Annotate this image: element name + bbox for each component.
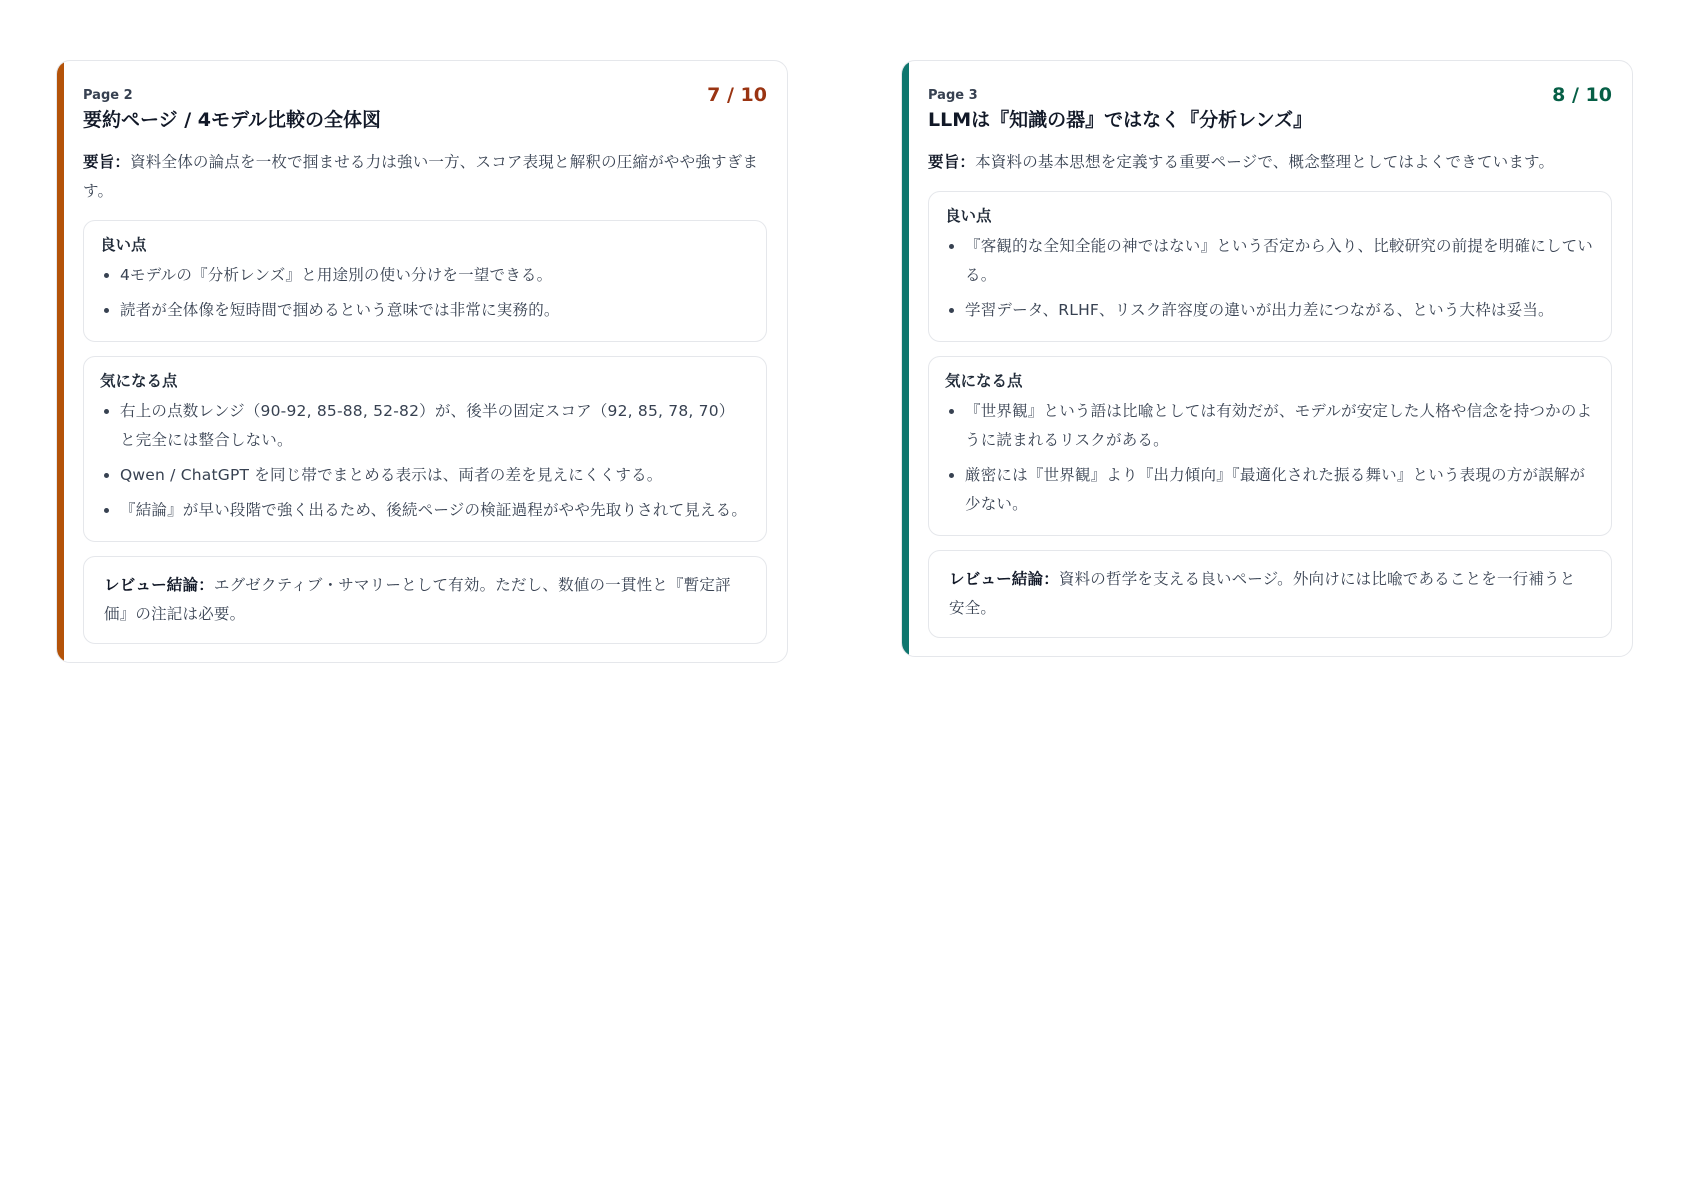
review-card-page-3	[901, 60, 1633, 657]
card-header	[83, 84, 767, 134]
good-points-title: 良い点	[100, 236, 147, 254]
good-points-list	[100, 261, 750, 325]
card-title: 要約ページ / 4モデル比較の全体図	[83, 109, 382, 131]
summary-text: 資料全体の論点を一枚で掴ませる力は強い一方、スコア表現と解釈の圧縮がやや強すぎます。	[83, 153, 759, 200]
list-item: • 厳密には『世界観』より『出力傾向』『最適化された振る舞い』という表現の方が誤解が少ない。	[965, 461, 1595, 519]
verdict-label: レビュー結論：	[949, 570, 1059, 588]
list-item: • 『客観的な全知全能の神ではない』という否定から入り、比較研究の前提を明確にしている。	[965, 232, 1595, 290]
list-item: • 学習データ、RLHF、リスク許容度の違いが出力差につながる、という大枠は妥当。	[965, 296, 1595, 325]
review-card-page-2	[56, 60, 788, 663]
score-badge: 7 / 10	[707, 84, 767, 106]
score-badge: 8 / 10	[1552, 84, 1612, 106]
concerns-title: 気になる点	[100, 372, 178, 390]
good-points-box	[83, 220, 767, 342]
good-points-box	[928, 191, 1612, 342]
list-item: • Qwen / ChatGPT を同じ帯でまとめる表示は、両者の差を見えにくくする。	[120, 461, 750, 490]
card-title: LLMは『知識の器』ではなく『分析レンズ』	[928, 109, 1313, 131]
summary	[928, 148, 1612, 177]
list-item: • 右上の点数レンジ（90-92, 85-88, 52-82）が、後半の固定スコア（92, 85, 78, 70）と完全には整合しない。	[120, 397, 750, 455]
verdict-label: レビュー結論：	[104, 576, 214, 594]
review-verdict	[928, 550, 1612, 638]
review-verdict	[83, 556, 767, 644]
list-item: • 『世界観』という語は比喩としては有効だが、モデルが安定した人格や信念を持つかのように読まれるリスクがある。	[965, 397, 1595, 455]
good-points-title: 良い点	[945, 207, 992, 225]
summary-text: 本資料の基本思想を定義する重要ページで、概念整理としてはよくできています。	[975, 153, 1555, 171]
good-points-list	[945, 232, 1595, 325]
concerns-box	[83, 356, 767, 542]
concerns-list	[100, 397, 750, 525]
page-label: Page 2	[83, 88, 133, 103]
concerns-list	[945, 397, 1595, 519]
list-item: • 読者が全体像を短時間で掴めるという意味では非常に実務的。	[120, 296, 750, 325]
list-item: • 4モデルの『分析レンズ』と用途別の使い分けを一望できる。	[120, 261, 750, 290]
concerns-title: 気になる点	[945, 372, 1023, 390]
list-item: • 『結論』が早い段階で強く出るため、後続ページの検証過程がやや先取りされて見える。	[120, 496, 750, 525]
verdict-text: 資料の哲学を支える良いページ。外向けには比喩であることを一行補うと安全。	[949, 570, 1576, 617]
summary-label: 要旨：	[928, 153, 976, 171]
concerns-box	[928, 356, 1612, 536]
card-header	[928, 84, 1612, 134]
summary	[83, 148, 767, 206]
page-label: Page 3	[928, 88, 978, 103]
summary-label: 要旨：	[83, 153, 131, 171]
verdict-text: エグゼクティブ・サマリーとして有効。ただし、数値の一貫性と『暫定評価』の注記は必要。	[104, 576, 731, 623]
